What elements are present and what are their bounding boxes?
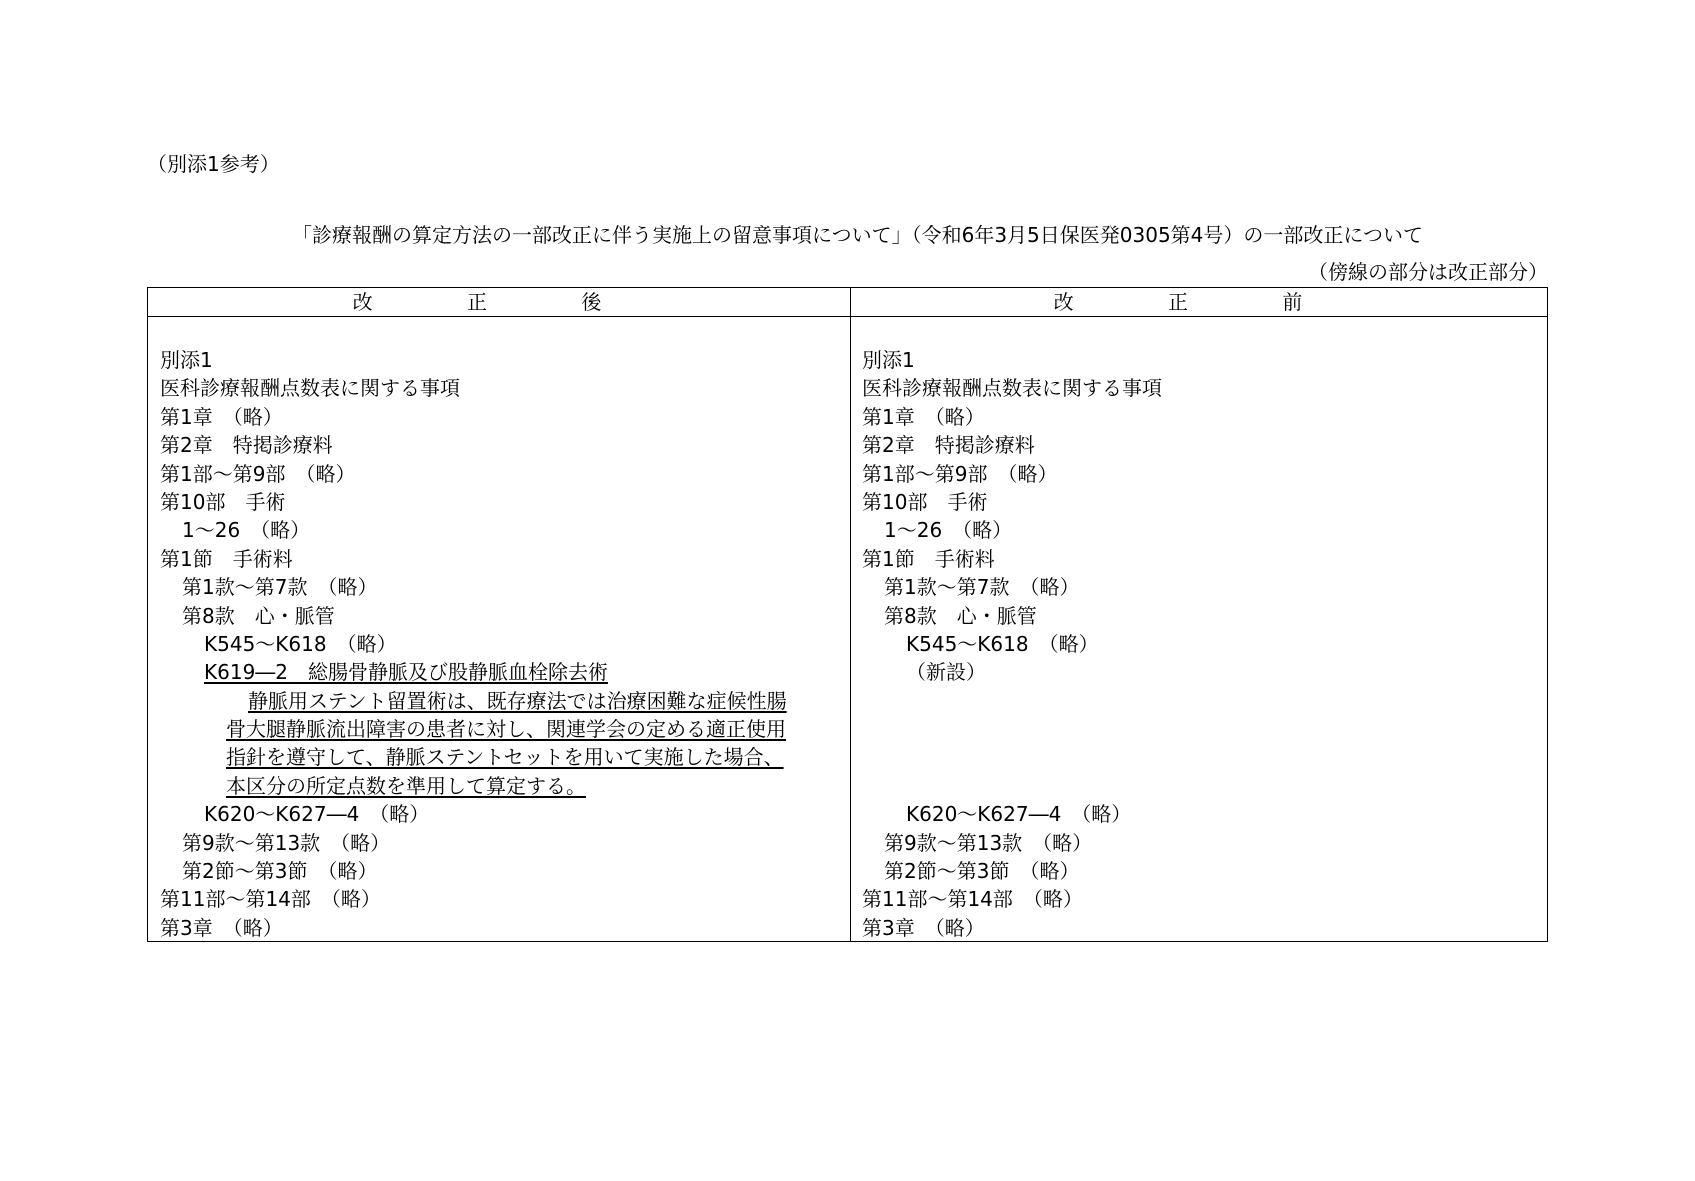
before-line: 第9款～第13款 （略） (884, 830, 1093, 855)
after-line: 第1節 手術料 (160, 546, 293, 571)
before-line: 第1款～第7款 （略） (884, 575, 1080, 600)
after-line: 第1款～第7款 （略） (182, 575, 378, 600)
new-section-code: K619―2 (204, 660, 289, 685)
underline-note: （傍線の部分は改正部分） (1308, 260, 1548, 284)
after-line: 第10部 手術 (160, 489, 286, 514)
before-revision-column (862, 346, 1542, 942)
after-line: 第2節～第3節 （略） (182, 859, 378, 884)
new-section-paragraph-line (160, 687, 840, 715)
annex-reference: （別添1参考） (147, 152, 280, 176)
after-line: K545～K618 （略） (204, 631, 397, 656)
document-title: 「診療報酬の算定方法の一部改正に伴う実施上の留意事項について」（令和6年3月5日保医発0305第4号）の一部改正について (292, 223, 1423, 247)
before-revision-header: 改 正 前 (1053, 290, 1347, 314)
new-establishment-note: （新設） (906, 660, 986, 685)
before-line: 第8款 心・脈管 (884, 603, 1037, 628)
before-line: 第2章 特掲診療料 (862, 433, 1035, 458)
before-line: 第11部～第14部 （略） (862, 887, 1083, 912)
new-section-paragraph-line (160, 772, 840, 800)
new-section-paragraph-line (160, 715, 840, 743)
column-divider (850, 288, 851, 941)
amended-text: 骨大腿静脈流出障害の患者に対し、関連学会の定める適正使用 (226, 717, 786, 742)
after-line: 第11部～第14部 （略） (160, 887, 381, 912)
after-line: 第3章 （略） (160, 915, 283, 940)
before-line: K545～K618 （略） (906, 631, 1099, 656)
after-line: 第2章 特掲診療料 (160, 433, 333, 458)
new-section-heading (160, 658, 840, 686)
after-line: 1～26 （略） (182, 518, 311, 543)
before-line: 医科診療報酬点数表に関する事項 (862, 376, 1162, 401)
after-line: 第9款～第13款 （略） (182, 830, 391, 855)
amended-text: 本区分の所定点数を準用して算定する。 (226, 773, 586, 798)
after-line: 別添1 (160, 348, 213, 372)
blank-line (862, 715, 1542, 743)
after-line: 第8款 心・脈管 (182, 603, 335, 628)
blank-line (862, 687, 1542, 715)
blank-line (862, 772, 1542, 800)
before-line: 1～26 （略） (884, 518, 1013, 543)
header-divider (148, 316, 1547, 317)
before-line: 第2節～第3節 （略） (884, 859, 1080, 884)
comparison-table (147, 287, 1548, 942)
before-line: K620～K627―4 （略） (906, 802, 1132, 827)
after-revision-header: 改 正 後 (352, 290, 646, 314)
before-line: 第3章 （略） (862, 915, 985, 940)
new-section-paragraph-line (160, 743, 840, 771)
after-line: 第1部～第9部 （略） (160, 461, 356, 486)
before-line: 第10部 手術 (862, 489, 988, 514)
amended-text: 指針を遵守して、静脈ステントセットを用いて実施した場合、 (226, 745, 784, 770)
before-line: 第1節 手術料 (862, 546, 995, 571)
before-line: 第1章 （略） (862, 404, 985, 429)
before-line: 第1部～第9部 （略） (862, 461, 1058, 486)
after-line: 第1章 （略） (160, 404, 283, 429)
amended-text: 静脈用ステント留置術は、既存療法では治療困難な症候性腸 (248, 688, 787, 713)
new-section-title: 総腸骨静脈及び股静脈血栓除去術 (288, 660, 609, 685)
after-line: K620～K627―4 （略） (204, 802, 430, 827)
after-revision-column (160, 346, 840, 942)
after-line: 医科診療報酬点数表に関する事項 (160, 376, 460, 401)
before-line: 別添1 (862, 348, 915, 372)
blank-line (862, 743, 1542, 771)
